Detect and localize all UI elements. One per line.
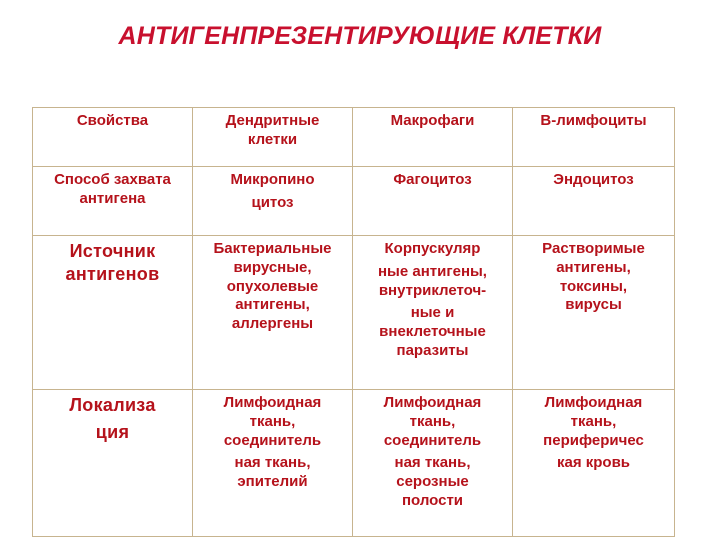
cell-line: периферичес (543, 431, 644, 449)
row-label-capture-method (33, 167, 193, 236)
cell-line: ткань, (409, 412, 456, 430)
cell-line: кая кровь (556, 454, 631, 472)
cell-dendritic-source (193, 236, 353, 390)
cell-line: серозные (396, 473, 469, 490)
cell-line: клетки (247, 130, 298, 148)
cell-line: соединитель (223, 431, 322, 449)
cell-line: Дендритные (225, 112, 320, 129)
cell-line: паразиты (396, 341, 469, 359)
cell-line: внутриклеточ- (378, 281, 487, 299)
cell-line: ткань, (249, 412, 296, 430)
apc-comparison-table (32, 107, 675, 537)
table-row-localization (33, 390, 675, 537)
cell-line: ные и (410, 304, 455, 322)
cell-line: ная ткань, (234, 454, 311, 472)
cell-line: цитоз (251, 193, 294, 211)
page-title: АНТИГЕНПРЕЗЕНТИРУЮЩИЕ КЛЕТКИ (118, 22, 602, 50)
cell-line: Лимфоидная (383, 394, 482, 411)
cell-macrophage-source (353, 236, 513, 390)
cell-line: В-лимфоциты (540, 112, 647, 129)
cell-line: Лимфоидная (223, 394, 322, 411)
cell-line: Локализа (69, 395, 156, 415)
cell-line: антигенов (65, 263, 160, 284)
cell-line: вирусы (565, 296, 622, 314)
cell-line: ные антигены, (378, 262, 487, 280)
cell-line: ция (95, 421, 130, 442)
header-cell-dendritic (193, 108, 353, 167)
cell-line: эпителий (237, 473, 308, 490)
cell-line: токсины, (559, 277, 628, 295)
cell-line: Источник (69, 241, 156, 261)
cell-line: Фагоцитоз (393, 171, 472, 188)
cell-dendritic-capture (193, 167, 353, 236)
header-cell-properties (33, 108, 193, 167)
cell-line: антигены, (556, 258, 631, 276)
cell-line: полости (401, 491, 464, 509)
cell-line: внеклеточные (379, 323, 486, 340)
cell-line: Бактериальные (213, 240, 332, 257)
cell-line: антигены, (235, 296, 310, 314)
cell-b-lymphocyte-localization (513, 390, 675, 537)
table-row-capture-method (33, 167, 675, 236)
cell-dendritic-localization (193, 390, 353, 537)
table-header-row (33, 108, 675, 167)
cell-macrophage-capture (353, 167, 513, 236)
cell-line: Эндоцитоз (553, 171, 634, 188)
row-label-localization (33, 390, 193, 537)
cell-line: вирусные, (233, 258, 312, 276)
cell-line: антигена (79, 189, 146, 207)
cell-line: ная ткань, (394, 454, 471, 472)
cell-line: опухолевые (226, 277, 319, 295)
cell-line: Растворимые (542, 240, 645, 257)
cell-line: Микропино (230, 171, 315, 188)
cell-line: Корпускуляр (384, 240, 481, 257)
cell-b-lymphocyte-source (513, 236, 675, 390)
cell-line: аллергены (231, 315, 314, 332)
row-label-antigen-source (33, 236, 193, 390)
cell-line: Лимфоидная (544, 394, 643, 411)
cell-line: соединитель (383, 431, 482, 449)
cell-line: Свойства (76, 112, 149, 129)
cell-line: Способ захвата (54, 171, 171, 188)
table-row-antigen-source (33, 236, 675, 390)
cell-b-lymphocyte-capture (513, 167, 675, 236)
cell-line: ткань, (570, 412, 617, 430)
cell-macrophage-localization (353, 390, 513, 537)
header-cell-macrophages (353, 108, 513, 167)
cell-line: Макрофаги (390, 112, 475, 129)
header-cell-b-lymphocytes (513, 108, 675, 167)
